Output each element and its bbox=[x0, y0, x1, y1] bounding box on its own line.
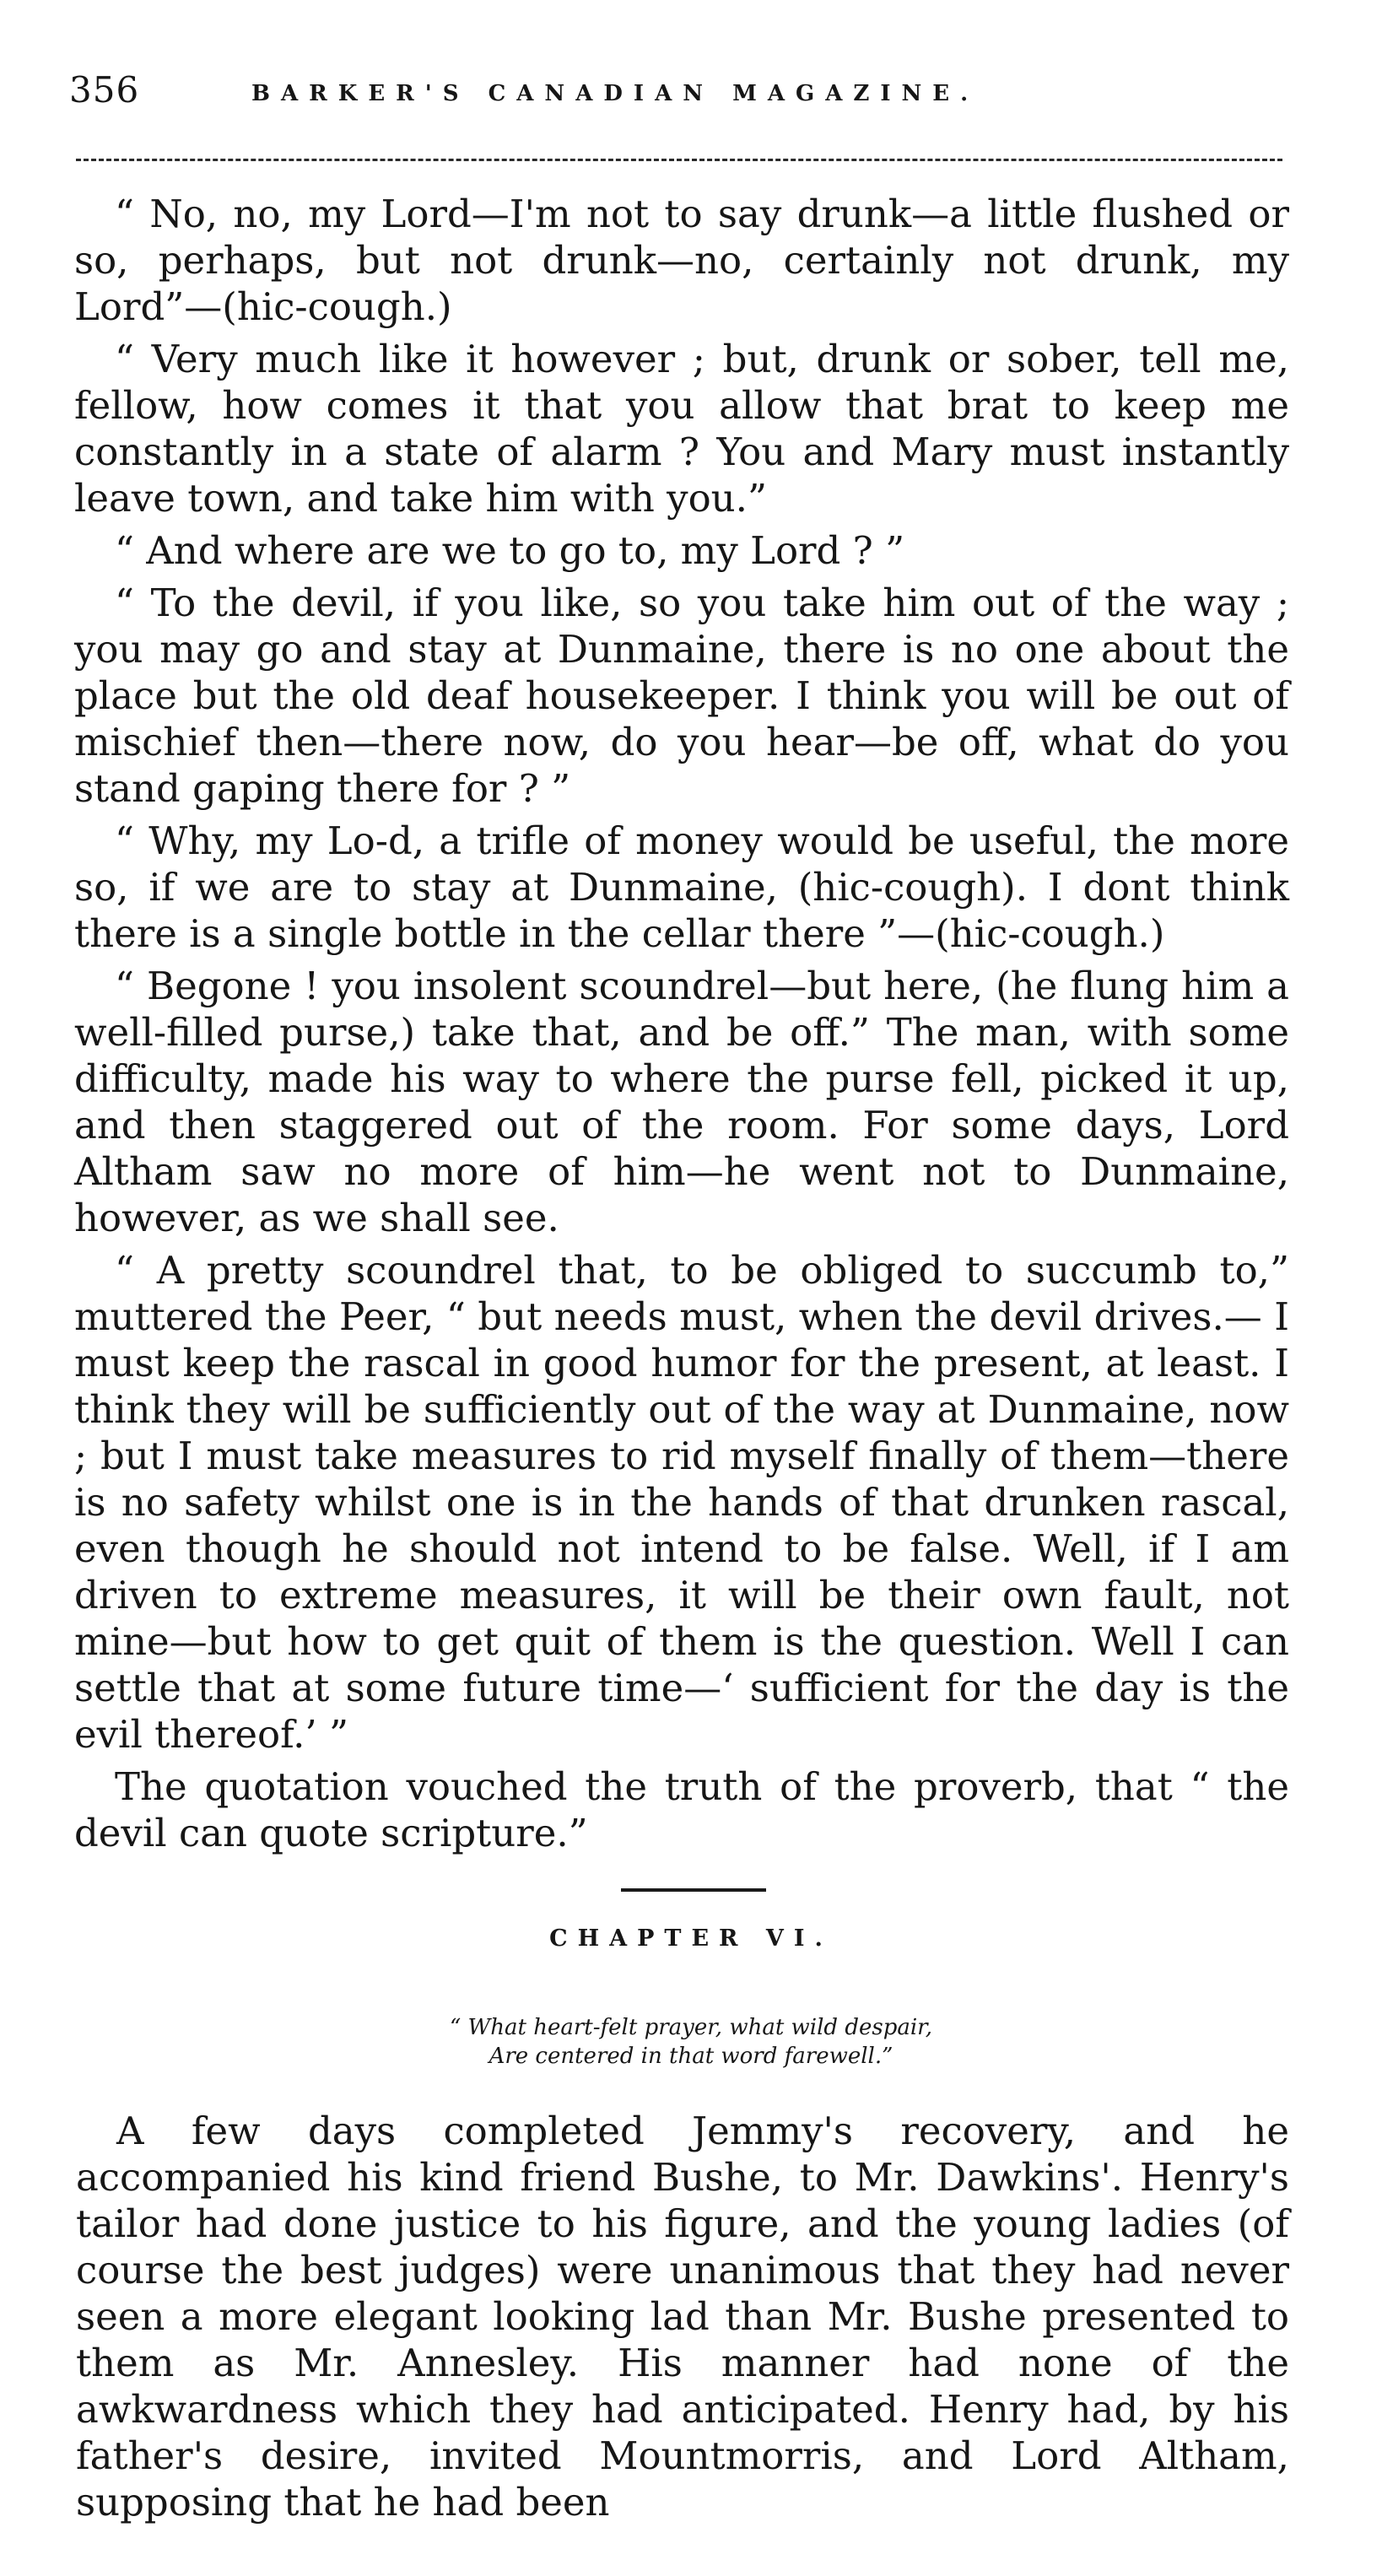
paragraph: “ To the devil, if you like, so you take him out of the way ; you may go and stay at Dunmaine, there is no one about the place but the old deaf housekeeper. I think you will be out of mischief then—there now, do you hear—be off, what do you stand gaping there for ? ” bbox=[74, 581, 1289, 811]
paragraph: “ Begone ! you insolent scoundrel—but here, (he flung him a well-filled purse,) take that, and be off.” The man, with some difficulty, made his way to where the purse fell, picked it up, and then staggered out of the room. For some days, Lord Altham saw no more of him—he went not to Dunmaine, however, as we shall see. bbox=[74, 964, 1289, 1240]
paragraph: The quotation vouched the truth of the proverb, that “ the devil can quote scripture.” bbox=[74, 1764, 1289, 1855]
paragraph: “ A pretty scoundrel that, to be obliged to succumb to,” muttered the Peer, “ but needs must, when the devil drives.— I must keep the rascal in good humor for the present, at least. I think they will be sufficiently out of the way at Dunmaine, now ; but I must take measures to rid myself finally of them—there is no safety whilst one is in the hands of that drunken rascal, even though he should not intend to be false. Well, if I am driven to extreme measures, it will be their own fault, not mine—but how to get quit of them is the question. Well I can settle that at some future time—‘ sufficient for the day is the evil thereof.’ ” bbox=[74, 1248, 1289, 1757]
epigraph bbox=[0, 2013, 1382, 2071]
paragraph: “ Very much like it however ; but, drunk or sober, tell me, fellow, how comes it that you allow that brat to keep me constantly in a state of alarm ? You and Mary must instantly leave town, and take him with you.” bbox=[74, 337, 1289, 521]
paragraph: “ No, no, my Lord—I'm not to say drunk—a little flushed or so, perhaps, but not drunk—no, certainly not drunk, my Lord”—(hic-cough.) bbox=[74, 192, 1289, 329]
paragraph: “ And where are we to go to, my Lord ? ” bbox=[115, 528, 905, 573]
page-number: 356 bbox=[69, 69, 140, 111]
header-rule bbox=[76, 159, 1282, 161]
chapter-heading: CHAPTER VI. bbox=[549, 1925, 833, 1952]
body-text bbox=[74, 191, 1289, 1862]
epigraph-line: Are centered in that word farewell.” bbox=[489, 2044, 893, 2069]
running-title: BARKER'S CANADIAN MAGAZINE. bbox=[251, 81, 980, 106]
chapter-opening-paragraph: A few days completed Jemmy's recovery, and he accompanied his kind friend Bushe, to Mr. Dawkins'. Henry's tailor had done justice to his figure, and the young ladies (of course the best judges) were unanimous that they had never seen a more elegant looking lad than Mr. Bushe presented to them as Mr. Annesley. His manner had none of the awkwardness which they had anticipated. Henry had, by his father's desire, invited Mountmorris, and Lord Altham, supposing that he had been bbox=[76, 2109, 1289, 2525]
epigraph-line: “ What heart-felt prayer, what wild despair, bbox=[450, 2015, 932, 2040]
chapter-divider bbox=[621, 1888, 766, 1892]
paragraph: “ Why, my Lo-d, a trifle of money would be useful, the more so, if we are to stay at Dunmaine, (hic-cough). I dont think there is a single bottle in the cellar there ”—(hic-cough.) bbox=[74, 818, 1289, 956]
chapter-body bbox=[76, 2108, 1289, 2525]
page-header bbox=[69, 69, 1318, 120]
